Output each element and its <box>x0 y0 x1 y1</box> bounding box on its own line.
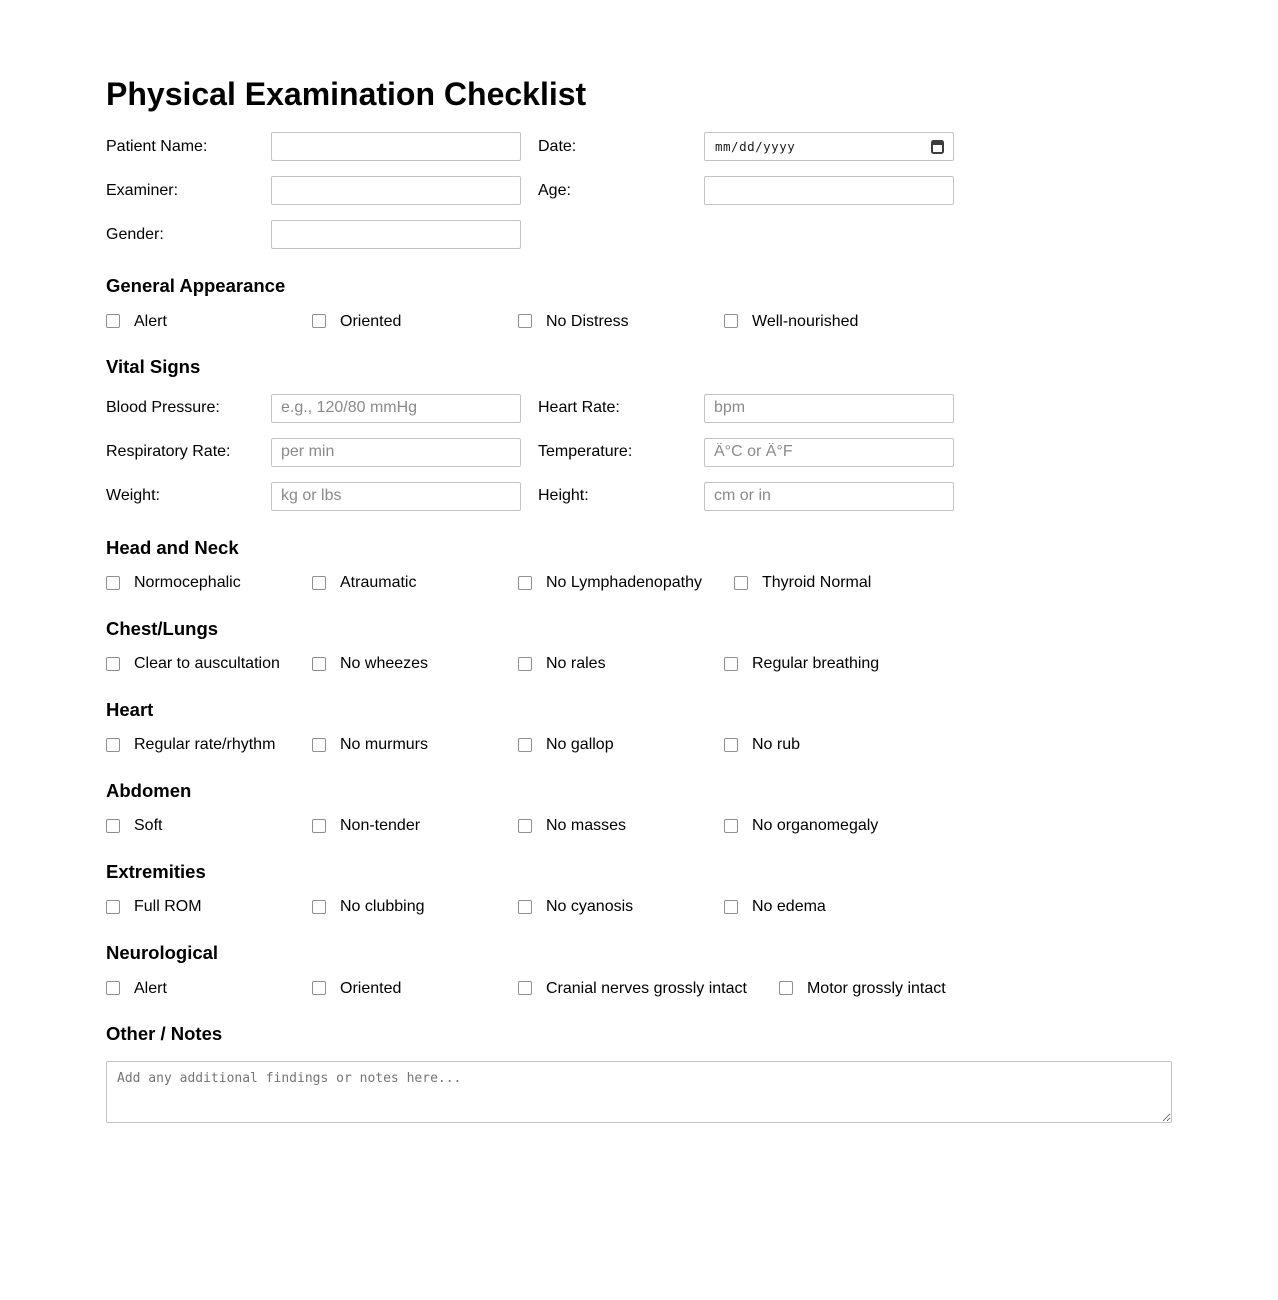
checkbox[interactable] <box>724 738 738 752</box>
demographics-row-1 <box>106 132 1172 161</box>
examiner-label: Examiner: <box>106 181 179 199</box>
heart-rate-label: Heart Rate: <box>538 399 620 417</box>
checkbox-label: Regular breathing <box>752 655 880 673</box>
section-heading-head-and-neck: Head and Neck <box>106 536 239 558</box>
temperature-label: Temperature: <box>538 443 633 461</box>
respiratory-rate-label: Respiratory Rate: <box>106 443 231 461</box>
checkbox-label: Oriented <box>340 312 402 330</box>
checkbox[interactable] <box>779 981 793 995</box>
checkbox[interactable] <box>106 657 120 671</box>
checkbox[interactable] <box>312 576 326 590</box>
checkbox-item-no-masses[interactable] <box>518 817 692 835</box>
demographics-row-2 <box>106 176 1172 205</box>
checkbox-item-no-rales[interactable] <box>518 655 692 673</box>
checkbox-label: Cranial nerves grossly intact <box>546 979 747 997</box>
checkbox[interactable] <box>106 314 120 328</box>
examiner-input[interactable] <box>271 176 521 205</box>
calendar-icon[interactable] <box>931 140 944 154</box>
checkbox-item-thyroid-normal[interactable] <box>734 574 908 592</box>
checkbox[interactable] <box>518 981 532 995</box>
general-appearance-checkbox-row <box>106 313 1172 331</box>
checkbox-item-no-organomegaly[interactable] <box>724 817 898 835</box>
checkbox-label: Well-nourished <box>752 312 859 330</box>
checkbox-item-normocephalic[interactable] <box>106 574 280 592</box>
checkbox[interactable] <box>518 738 532 752</box>
checkbox-label: Alert <box>134 979 167 997</box>
extremities-checkbox-row <box>106 898 1172 916</box>
neurological-checkbox-row <box>106 980 1172 998</box>
checkbox-item-motor-intact[interactable] <box>779 980 953 998</box>
checkbox[interactable] <box>106 981 120 995</box>
physical-exam-form <box>106 0 1172 1243</box>
abdomen-checkbox-row <box>106 817 1172 835</box>
checkbox-label: Alert <box>134 312 167 330</box>
checkbox-item-non-tender[interactable] <box>312 817 486 835</box>
checkbox-item-no-wheezes[interactable] <box>312 655 486 673</box>
gender-input[interactable] <box>271 220 521 249</box>
checkbox-label: No rales <box>546 655 606 673</box>
checkbox-item-atraumatic[interactable] <box>312 574 486 592</box>
checkbox-item-regular-breathing[interactable] <box>724 655 898 673</box>
section-heading-abdomen: Abdomen <box>106 779 192 801</box>
checkbox[interactable] <box>518 576 532 590</box>
checkbox-label: No Lymphadenopathy <box>546 574 702 592</box>
checkbox-label: Normocephalic <box>134 574 241 592</box>
checkbox-item-no-murmurs[interactable] <box>312 736 486 754</box>
checkbox-item-no-edema[interactable] <box>724 898 898 916</box>
head-and-neck-checkbox-row <box>106 574 1172 592</box>
checkbox-label: No edema <box>752 898 826 916</box>
checkbox-label: Oriented <box>340 979 402 997</box>
checkbox-item-no-gallop[interactable] <box>518 736 692 754</box>
checkbox-label: Non-tender <box>340 817 421 835</box>
notes-textarea[interactable] <box>106 1061 1172 1123</box>
checkbox[interactable] <box>734 576 748 590</box>
chest-lungs-checkbox-row <box>106 655 1172 673</box>
vitals-row-2 <box>106 438 1172 467</box>
vitals-row-1 <box>106 394 1172 423</box>
heart-checkbox-row <box>106 736 1172 754</box>
checkbox-label: Full ROM <box>134 898 202 916</box>
checkbox[interactable] <box>312 981 326 995</box>
age-label: Age: <box>538 181 571 199</box>
checkbox[interactable] <box>312 819 326 833</box>
checkbox-item-no-cyanosis[interactable] <box>518 898 692 916</box>
checkbox[interactable] <box>518 900 532 914</box>
checkbox[interactable] <box>106 576 120 590</box>
page-title: Physical Examination Checklist <box>106 76 587 112</box>
height-input[interactable] <box>704 482 954 511</box>
checkbox[interactable] <box>724 900 738 914</box>
gender-label: Gender: <box>106 225 164 243</box>
checkbox-label: No murmurs <box>340 736 429 754</box>
section-heading-other-notes: Other / Notes <box>106 1023 223 1045</box>
date-value: mm/dd/yyyy <box>715 139 796 154</box>
date-label: Date: <box>538 137 577 155</box>
checkbox-label: No clubbing <box>340 898 425 916</box>
checkbox[interactable] <box>106 738 120 752</box>
checkbox-item-neuro-oriented[interactable] <box>312 980 486 998</box>
checkbox-item-cranial-nerves-intact[interactable] <box>518 980 747 998</box>
checkbox[interactable] <box>312 738 326 752</box>
checkbox[interactable] <box>518 819 532 833</box>
checkbox-item-no-lymphadenopathy[interactable] <box>518 574 702 592</box>
section-heading-extremities: Extremities <box>106 860 206 882</box>
checkbox-label: Clear to auscultation <box>134 655 280 673</box>
temperature-input[interactable] <box>704 438 954 467</box>
blood-pressure-input[interactable] <box>271 394 521 423</box>
checkbox-item-well-nourished[interactable] <box>724 313 898 331</box>
section-heading-heart: Heart <box>106 698 154 720</box>
checkbox-item-no-distress[interactable] <box>518 313 692 331</box>
section-heading-vital-signs: Vital Signs <box>106 356 201 378</box>
blood-pressure-label: Blood Pressure: <box>106 399 220 417</box>
heart-rate-input[interactable] <box>704 394 954 423</box>
section-heading-general-appearance: General Appearance <box>106 275 286 296</box>
date-input[interactable] <box>704 132 954 161</box>
checkbox-label: Atraumatic <box>340 574 417 592</box>
checkbox-label: No masses <box>546 817 627 835</box>
checkbox-item-no-rub[interactable] <box>724 736 898 754</box>
checkbox[interactable] <box>724 314 738 328</box>
age-input[interactable] <box>704 176 954 205</box>
section-heading-neurological: Neurological <box>106 942 219 964</box>
checkbox-label: Motor grossly intact <box>806 979 946 997</box>
checkbox-label: No wheezes <box>340 655 429 673</box>
vitals-row-3 <box>106 482 1172 511</box>
checkbox-item-no-clubbing[interactable] <box>312 898 486 916</box>
checkbox-item-neuro-alert[interactable] <box>106 980 280 998</box>
weight-input[interactable] <box>271 482 521 511</box>
checkbox-item-alert[interactable] <box>106 313 280 331</box>
checkbox-item-regular-rate-rhythm[interactable] <box>106 736 280 754</box>
checkbox-label: Thyroid Normal <box>761 574 872 592</box>
checkbox[interactable] <box>312 314 326 328</box>
checkbox[interactable] <box>106 819 120 833</box>
checkbox[interactable] <box>312 900 326 914</box>
checkbox-label: No organomegaly <box>752 817 879 835</box>
checkbox-item-oriented[interactable] <box>312 313 486 331</box>
checkbox[interactable] <box>724 819 738 833</box>
checkbox-item-clear-to-auscultation[interactable] <box>106 655 280 673</box>
checkbox-item-soft[interactable] <box>106 817 280 835</box>
height-label: Height: <box>538 487 589 505</box>
checkbox[interactable] <box>106 900 120 914</box>
demographics-row-3 <box>106 220 1172 249</box>
patient-name-label: Patient Name: <box>106 137 208 155</box>
checkbox-label: No cyanosis <box>546 898 634 916</box>
checkbox[interactable] <box>518 314 532 328</box>
checkbox[interactable] <box>724 657 738 671</box>
patient-name-input[interactable] <box>271 132 521 161</box>
checkbox[interactable] <box>518 657 532 671</box>
weight-label: Weight: <box>106 487 160 505</box>
respiratory-rate-input[interactable] <box>271 438 521 467</box>
checkbox-label: No Distress <box>546 312 629 330</box>
checkbox-item-full-rom[interactable] <box>106 898 280 916</box>
checkbox-label: No gallop <box>546 736 614 754</box>
section-heading-chest-lungs: Chest/Lungs <box>106 617 219 639</box>
checkbox-label: No rub <box>752 736 801 754</box>
checkbox[interactable] <box>312 657 326 671</box>
checkbox-label: Soft <box>134 817 163 835</box>
checkbox-label: Regular rate/rhythm <box>134 736 276 754</box>
